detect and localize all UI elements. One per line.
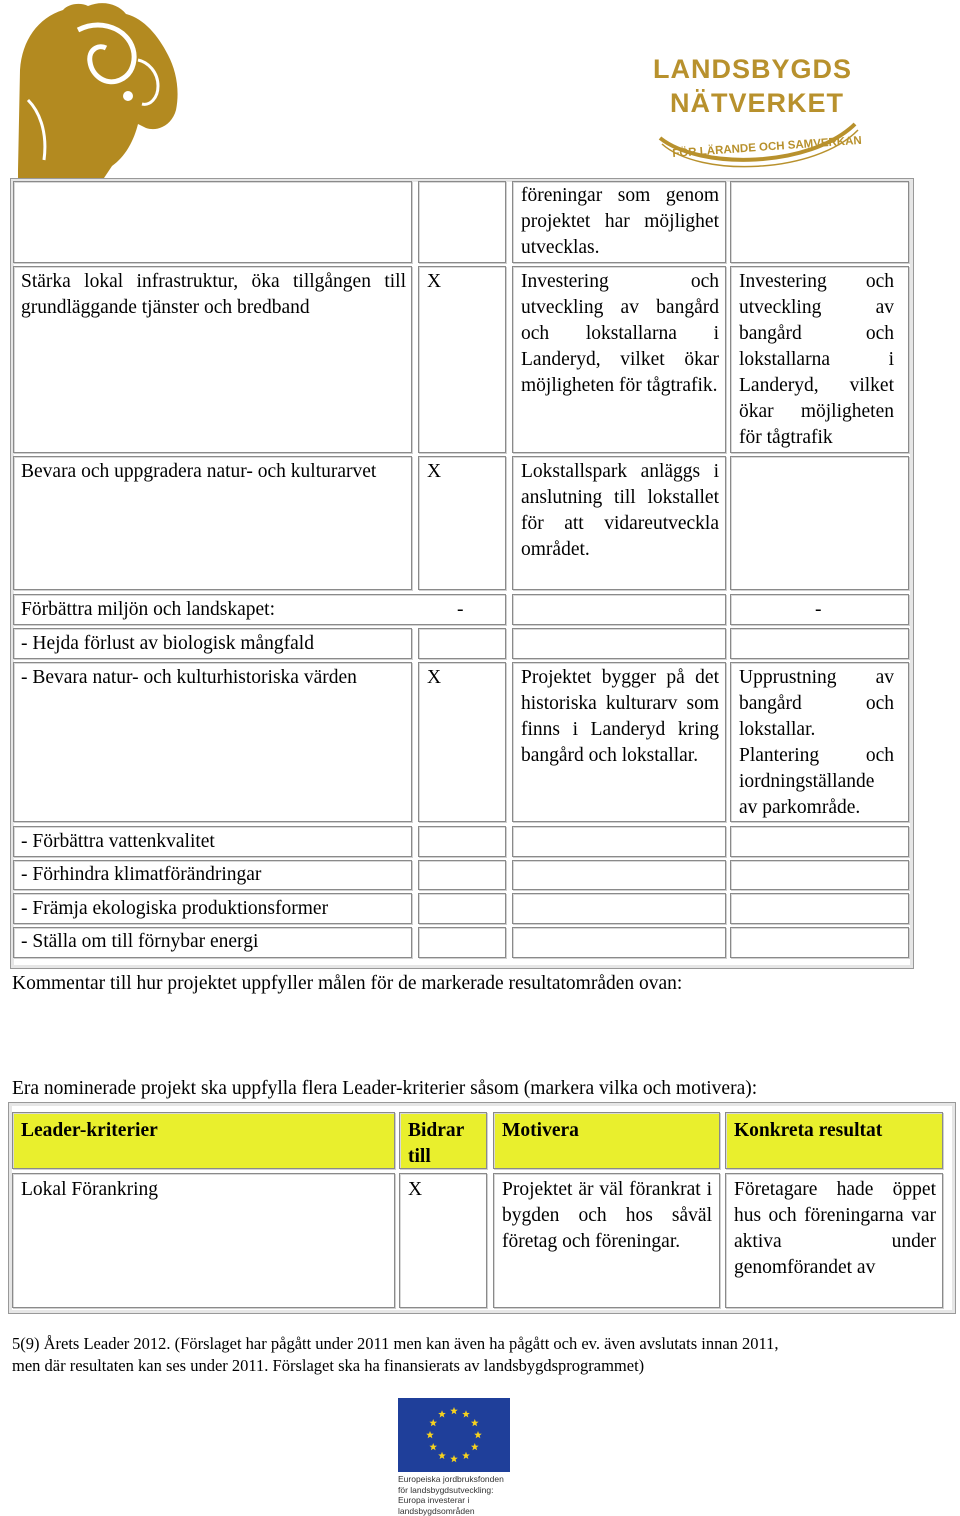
env-goal-text: - Förhindra klimatförändringar <box>21 864 262 885</box>
table-cell <box>730 456 909 590</box>
logo-tagline: FÖR LÄRANDE OCH SAMVERKAN <box>672 134 863 160</box>
table-cell <box>512 594 726 625</box>
table-cell <box>730 826 909 857</box>
table-cell <box>418 628 506 659</box>
table-cell <box>512 628 726 659</box>
env-header-result: - <box>815 599 822 620</box>
mark-x: X <box>408 1179 423 1200</box>
motivation-text: Investering och utveckling av bangård och lokstallarna i Landeryd, vilket ökar möjligheten för tågtrafik. <box>521 271 719 396</box>
table-cell <box>730 860 909 890</box>
table-cell <box>730 893 909 924</box>
env-header-mark: - <box>457 599 464 620</box>
table-cell <box>13 181 412 263</box>
result-text: Investering och utveckling av bangård och lokstallarna i Landeryd, vilket ökar möjligheten för tågtrafik <box>739 271 894 448</box>
table-cell <box>418 927 506 958</box>
mark-x: X <box>427 667 442 688</box>
mark-x: X <box>427 461 442 482</box>
goal-text: Stärka lokal infrastruktur, öka tillgången till grundläggande tjänster och bredband <box>21 271 406 318</box>
table-cell <box>730 181 909 263</box>
leader-intro: Era nominerade projekt ska uppfylla flera Leader-kriterier såsom (markera vilka och motivera): <box>12 1078 758 1099</box>
table-cell <box>418 893 506 924</box>
env-goal-text: - Hejda förlust av biologisk mångfald <box>21 633 314 654</box>
table-cell <box>512 893 726 924</box>
logo-title-line2: NÄTVERKET <box>670 88 845 118</box>
motivation-text: Lokstallspark anläggs i anslutning till lokstallet för att vidareutveckla området. <box>521 461 719 560</box>
table-cell <box>730 628 909 659</box>
eu-logo-caption: Europeiska jordbruksfonden för landsbygdsutveckling: Europa investerar i landsbygdsområden <box>398 1474 504 1516</box>
table-cell <box>512 826 726 857</box>
table-cell <box>418 181 506 263</box>
header-konkreta-resultat: Konkreta resultat <box>734 1120 883 1141</box>
mark-x: X <box>427 271 442 292</box>
env-header-label: Förbättra miljön och landskapet: <box>21 599 275 620</box>
footer-line1: 5(9) Årets Leader 2012. (Förslaget har pågått under 2011 men kan även ha pågått och ev. även avslutats innan 2011, <box>12 1334 779 1353</box>
comment-label: Kommentar till hur projektet uppfyller målen för de markerade resultatområden ovan: <box>12 973 683 994</box>
footer-line2: men där resultaten kan ses under 2011. Förslaget ska ha finansierats av landsbygdsprogrammet) <box>12 1356 645 1375</box>
table-cell <box>512 927 726 958</box>
ram-logo <box>8 0 183 178</box>
result-text: Upprustning av bangård och lokstallar. Plantering och iordningställande av parkområde. <box>739 667 894 818</box>
header-bidrar-till: Bidrar till <box>408 1120 464 1167</box>
table-cell <box>730 927 909 958</box>
env-goal-text: - Ställa om till förnybar energi <box>21 931 259 952</box>
table-cell <box>418 860 506 890</box>
table-cell <box>418 826 506 857</box>
motivation-text: Projektet bygger på det historiska kulturarv som finns i Landeryd kring bangård och lokstallar. <box>521 667 719 766</box>
criterion-text: Lokal Förankring <box>21 1179 159 1200</box>
result-text: Företagare hade öppet hus och föreningarna var aktiva under genomförandet av <box>734 1179 936 1278</box>
table-cell <box>512 860 726 890</box>
eu-flag-logo <box>398 1398 510 1472</box>
logo-title-line1: LANDSBYGDS <box>653 54 853 84</box>
env-goal-text: - Bevara natur- och kulturhistoriska värden <box>21 667 357 688</box>
env-goal-text: - Främja ekologiska produktionsformer <box>21 898 329 919</box>
motivation-text: Projektet är väl förankrat i bygden och hos såväl företag och föreningar. <box>502 1179 712 1252</box>
header-leader-kriterier: Leader-kriterier <box>21 1120 158 1141</box>
env-goal-text: - Förbättra vattenkvalitet <box>21 831 215 852</box>
motivation-text: föreningar som genom projektet har möjlighet utvecklas. <box>521 185 719 258</box>
goal-text: Bevara och uppgradera natur- och kulturarvet <box>21 461 377 482</box>
header-motivera: Motivera <box>502 1120 579 1141</box>
